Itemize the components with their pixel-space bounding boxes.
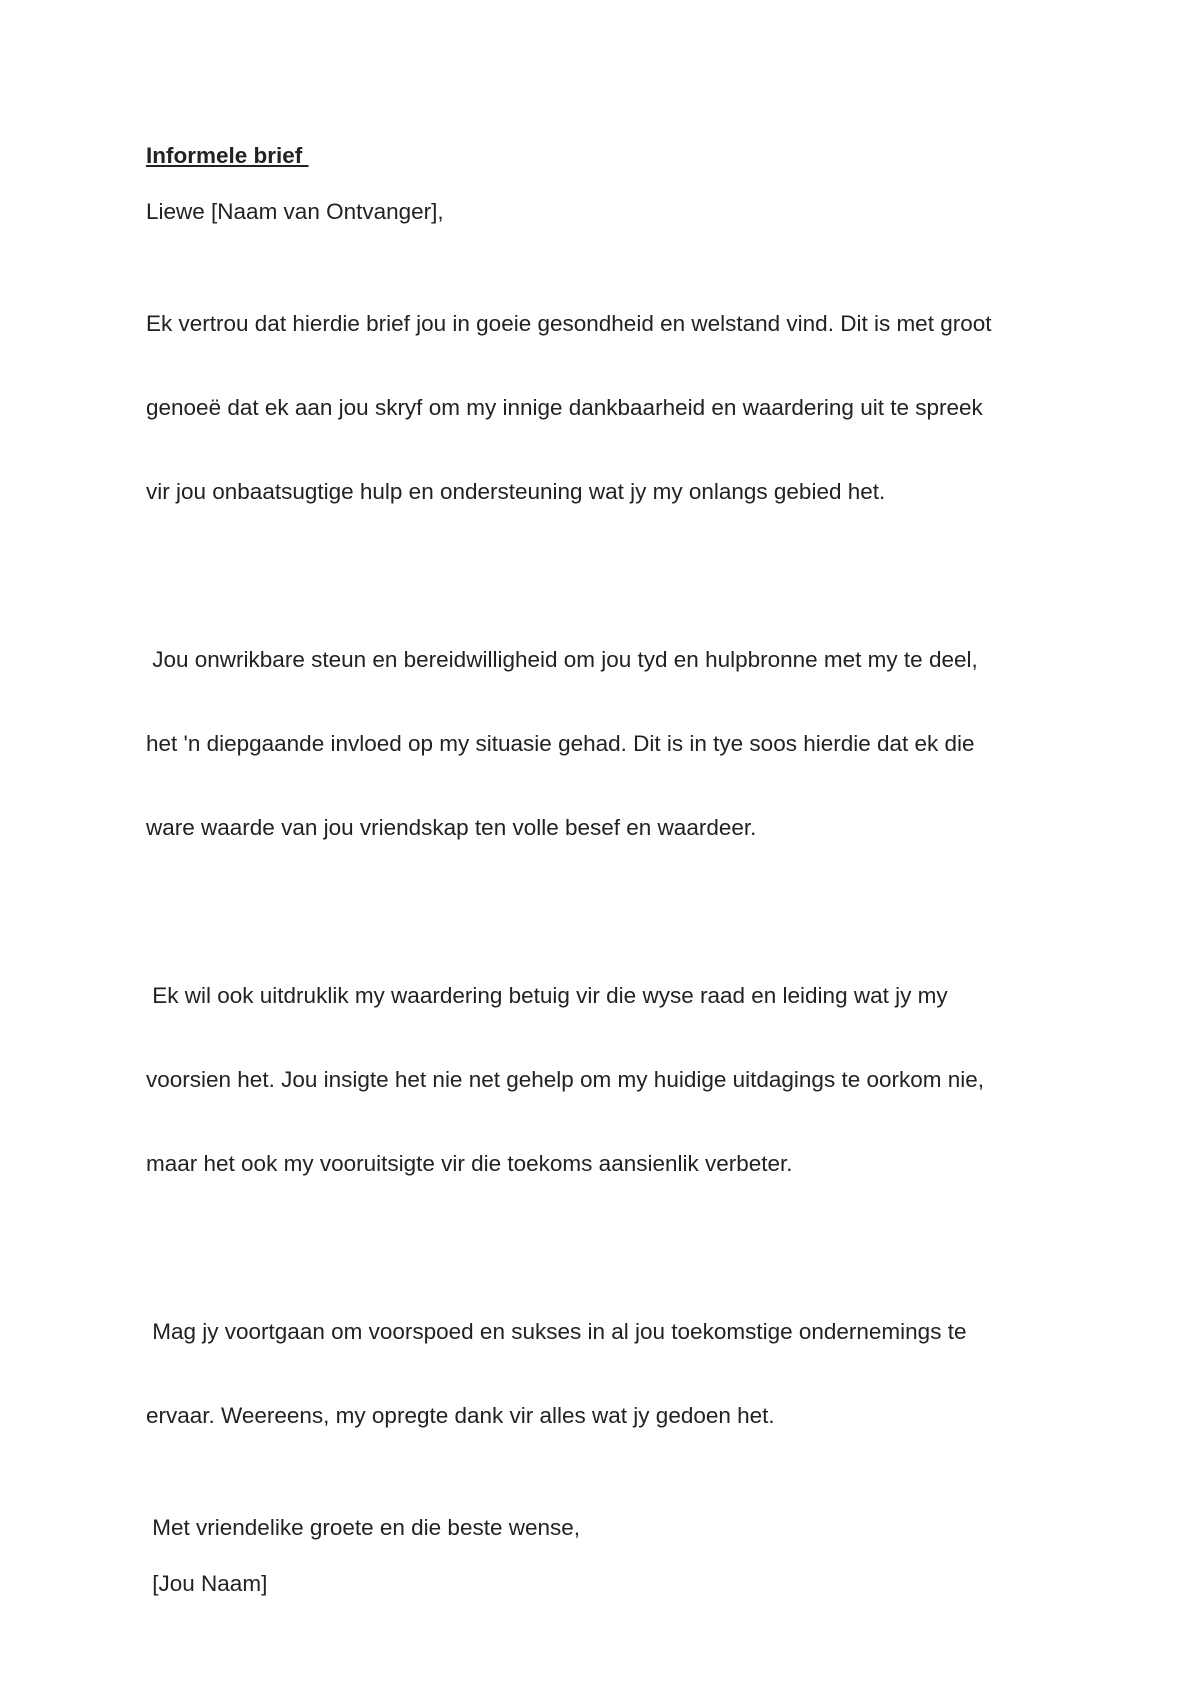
paragraph-1 bbox=[146, 254, 1076, 562]
paragraph-line: het 'n diepgaande invloed op my situasie gehad. Dit is in tye soos hierdie dat ek die bbox=[146, 731, 975, 756]
paragraph-4 bbox=[146, 1262, 1076, 1486]
paragraph-line: genoeë dat ek aan jou skryf om my innige dankbaarheid en waardering uit te spreek bbox=[146, 395, 983, 420]
paragraph-line: vir jou onbaatsugtige hulp en ondersteuning wat jy my onlangs gebied het. bbox=[146, 479, 886, 504]
paragraph-line: Jou onwrikbare steun en bereidwilligheid om jou tyd en hulpbronne met my te deel, bbox=[146, 647, 978, 672]
paragraph-line: ervaar. Weereens, my opregte dank vir alles wat jy gedoen het. bbox=[146, 1403, 775, 1428]
paragraph-line: Ek vertrou dat hierdie brief jou in goeie gesondheid en welstand vind. Dit is met groot bbox=[146, 311, 992, 336]
salutation: Liewe [Naam van Ontvanger], bbox=[146, 199, 444, 224]
closing: Met vriendelike groete en die beste wense, bbox=[146, 1515, 581, 1540]
paragraph-line: ware waarde van jou vriendskap ten volle besef en waardeer. bbox=[146, 815, 757, 840]
letter-body bbox=[146, 142, 1076, 1626]
paragraph-line: Mag jy voortgaan om voorspoed en sukses in al jou toekomstige ondernemings te bbox=[146, 1319, 967, 1344]
paragraph-line: Ek wil ook uitdruklik my waardering betuig vir die wyse raad en leiding wat jy my bbox=[146, 983, 948, 1008]
signature: [Jou Naam] bbox=[146, 1571, 268, 1596]
letter-title: Informele brief bbox=[146, 143, 309, 168]
paragraph-3 bbox=[146, 926, 1076, 1234]
paragraph-2 bbox=[146, 590, 1076, 898]
paragraph-line: voorsien het. Jou insigte het nie net gehelp om my huidige uitdagings te oorkom nie, bbox=[146, 1067, 985, 1092]
paragraph-line: maar het ook my vooruitsigte vir die toekoms aansienlik verbeter. bbox=[146, 1151, 793, 1176]
